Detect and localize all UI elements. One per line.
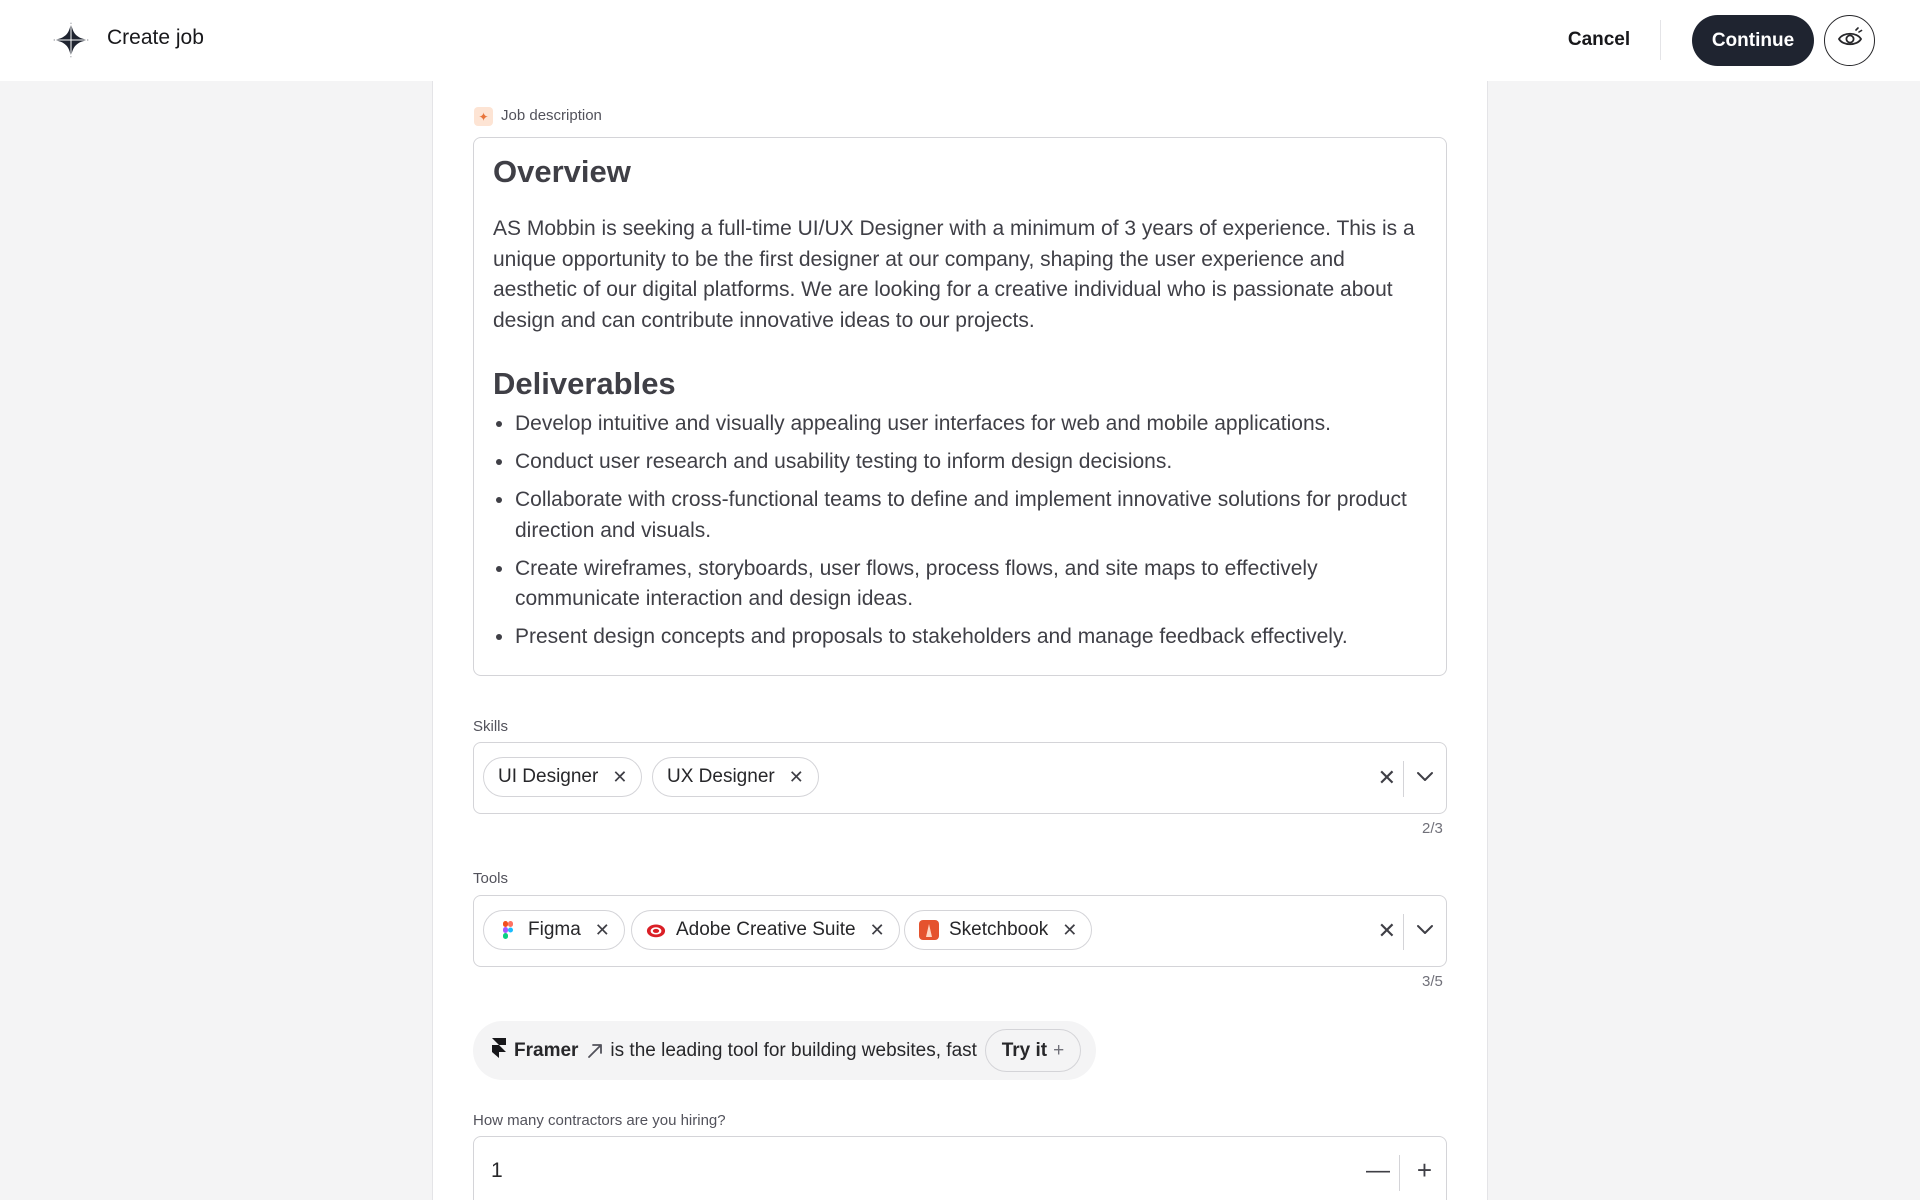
list-item: • Conduct user research and usability testing to inform design decisions.	[515, 447, 1428, 478]
deliverables-heading: Deliverables	[493, 366, 676, 401]
sketchbook-icon	[919, 920, 939, 940]
skill-chip	[483, 757, 642, 797]
increment-button[interactable]: +	[1416, 1155, 1432, 1185]
try-it-button[interactable]	[985, 1029, 1081, 1072]
clear-all-icon[interactable]: ✕	[1377, 918, 1396, 943]
external-link-arrow-icon[interactable]	[586, 1042, 604, 1060]
framer-promo	[473, 1021, 1096, 1080]
page-title: Create job	[107, 26, 204, 49]
skills-counter: 2/3	[1422, 820, 1443, 837]
select-divider	[1403, 761, 1404, 797]
remove-chip-icon[interactable]: ✕	[869, 919, 885, 940]
select-divider	[1403, 914, 1404, 950]
skills-label: Skills	[473, 718, 509, 735]
cancel-button[interactable]: Cancel	[1552, 22, 1646, 58]
tools-label: Tools	[473, 870, 509, 887]
tool-chip	[631, 910, 900, 950]
overview-heading: Overview	[493, 154, 631, 189]
decrement-button[interactable]: —	[1366, 1157, 1390, 1184]
adobe-creative-cloud-icon	[646, 920, 666, 940]
chip-label: Adobe Creative Suite	[676, 919, 856, 940]
tool-chip	[904, 910, 1092, 950]
eye-icon	[1837, 27, 1863, 54]
remove-chip-icon[interactable]: ✕	[788, 766, 804, 787]
chevron-down-icon[interactable]	[1414, 918, 1436, 940]
chip-label: UX Designer	[667, 766, 775, 787]
chip-label: UI Designer	[498, 766, 599, 787]
tools-multiselect[interactable]	[473, 895, 1447, 967]
remove-chip-icon[interactable]: ✕	[594, 919, 610, 940]
list-item: • Develop intuitive and visually appealing user interfaces for web and mobile applications.	[515, 409, 1428, 440]
list-item: • Create wireframes, storyboards, user flows, process flows, and site maps to effectively communicate interaction and design ideas.	[515, 554, 1428, 615]
tool-chip	[483, 910, 625, 950]
tools-counter: 3/5	[1422, 973, 1443, 990]
chip-label: Figma	[528, 919, 581, 940]
framer-logo-icon	[492, 1038, 506, 1064]
skill-chip	[652, 757, 819, 797]
job-description-editor[interactable]	[473, 137, 1447, 676]
chip-label: Sketchbook	[949, 919, 1049, 940]
list-item: • Collaborate with cross-functional teams to define and implement innovative solutions for product direction and visuals.	[515, 485, 1428, 546]
deliverables-list	[493, 409, 1428, 653]
list-item: • Present design concepts and proposals to stakeholders and manage feedback effectively.	[515, 622, 1428, 653]
plus-icon: +	[1053, 1039, 1065, 1061]
top-bar	[0, 0, 1920, 81]
overview-paragraph: AS Mobbin is seeking a full-time UI/UX Designer with a minimum of 3 years of experience. This is a unique opportunity to be the first designer at our company, shaping the user experience and aesthetic of our digital platforms. We are looking for a creative individual who is passionate about design and can contribute innovative ideas to our projects.	[493, 217, 1415, 332]
promo-text: is the leading tool for building websites, fast	[610, 1039, 977, 1061]
magic-wand-icon: ✦	[474, 107, 493, 126]
job-description-label: Job description	[501, 107, 602, 124]
try-it-label: Try it	[1001, 1039, 1048, 1061]
stepper-divider	[1399, 1155, 1400, 1191]
sparkle-star-icon[interactable]	[53, 22, 89, 58]
clear-all-icon[interactable]: ✕	[1377, 765, 1396, 790]
contractors-label: How many contractors are you hiring?	[473, 1112, 726, 1129]
contractors-value[interactable]: 1	[491, 1159, 503, 1182]
contractors-stepper[interactable]	[473, 1136, 1447, 1200]
remove-chip-icon[interactable]: ✕	[1062, 919, 1078, 940]
promo-brand[interactable]: Framer	[514, 1039, 579, 1061]
header-divider	[1660, 20, 1661, 60]
continue-button[interactable]: Continue	[1692, 15, 1814, 66]
remove-chip-icon[interactable]: ✕	[612, 766, 628, 787]
chevron-down-icon[interactable]	[1414, 765, 1436, 787]
figma-icon	[498, 920, 518, 940]
skills-multiselect[interactable]	[473, 742, 1447, 814]
preview-button[interactable]	[1824, 15, 1875, 66]
